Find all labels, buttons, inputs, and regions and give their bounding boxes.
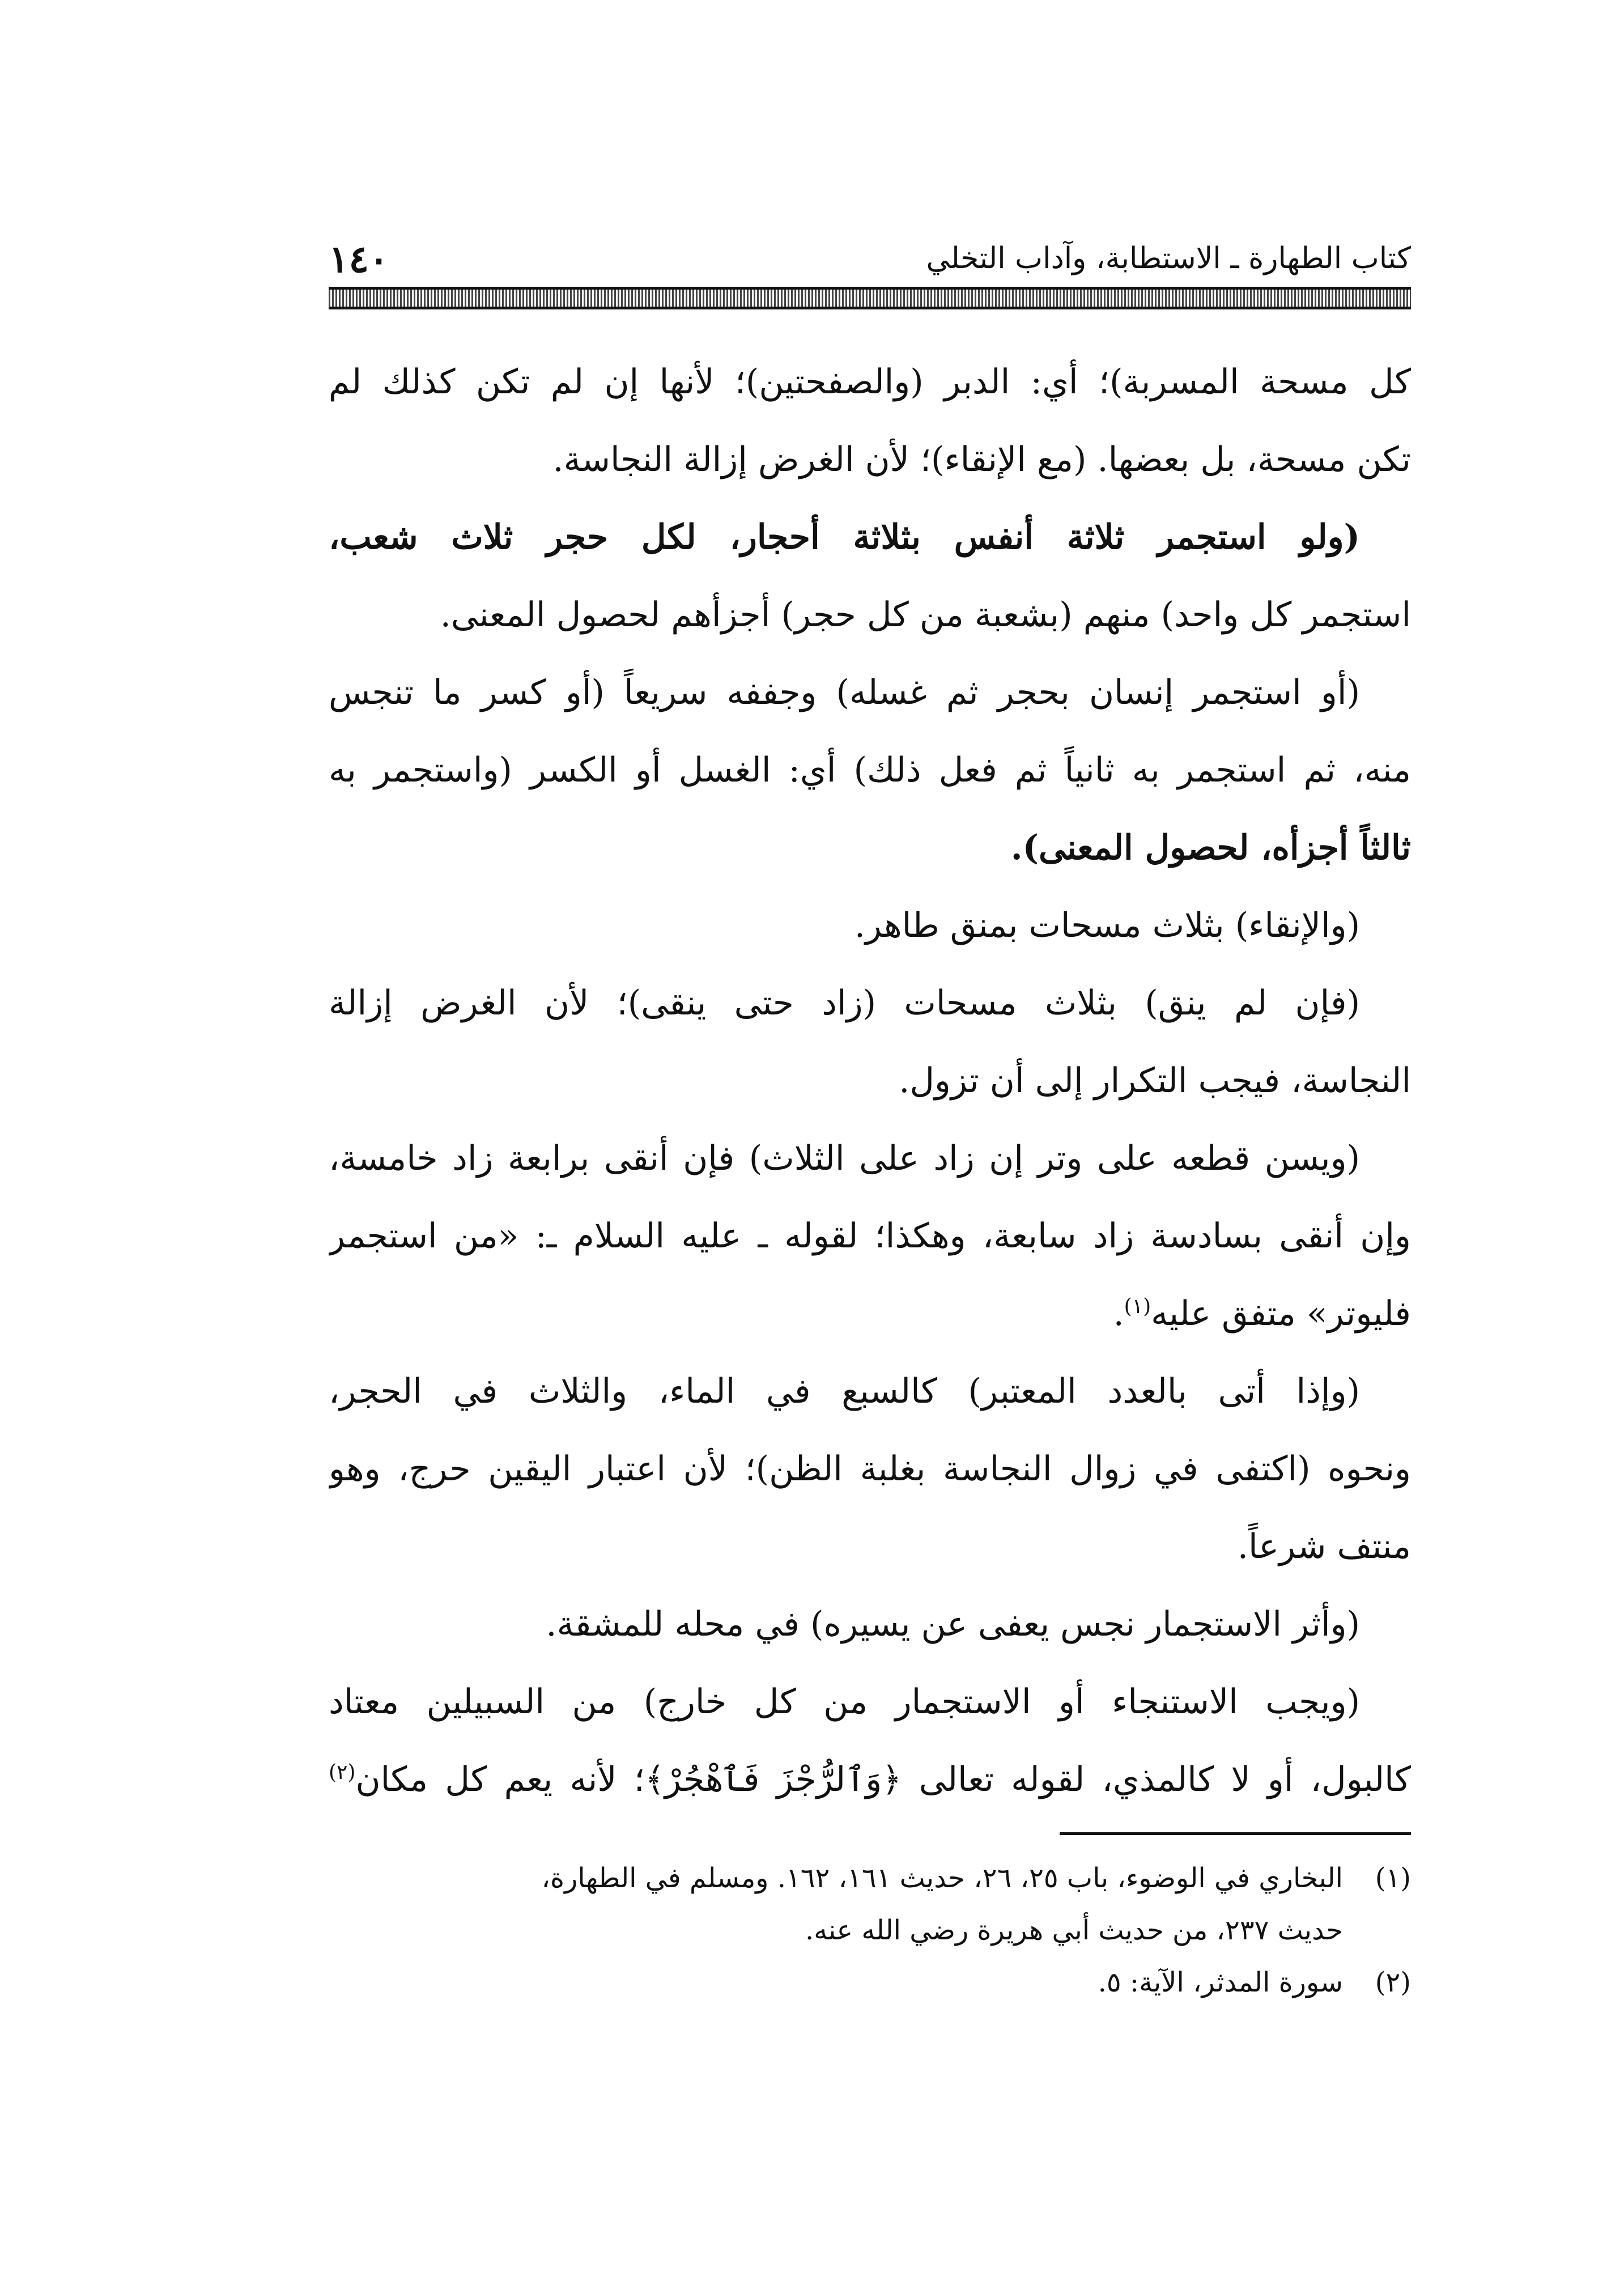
text-line: تكن مسحة، بل بعضها. (مع الإنقاء)؛ لأن الغرض إزالة النجاسة. [552,440,1411,479]
text-line: (ولو استجمر ثلاثة أنفس بثلاثة أحجار، لكل حجر ثلاث شعب، [329,517,1360,557]
text-line: (وإذا أتى بالعدد المعتبر) كالسبع في الماء، والثلاث في الحجر، [329,1371,1360,1411]
text-line: (والإنقاء) بثلاث مسحات بمنق طاهر. [854,906,1360,945]
page-number: ١٤٠ [329,237,389,281]
text-line: استجمر كل واحد) منهم (بشعبة من كل حجر) أجزأهم لحصول المعنى. [440,595,1411,635]
text-line-with-footnote [329,1741,1411,1819]
footnote-divider [1060,1832,1411,1835]
footnotes [329,1852,1411,2009]
text-line: (ويجب الاستنجاء أو الاستجمار من كل خارج) من السبيلين معتاد [329,1682,1360,1722]
footnote-line: سورة المدثر، الآية: ٥. [1098,1967,1343,1998]
text-line: (ويسن قطعه على وتر إن زاد على الثلاث) فإن أنقى برابعة زاد خامسة، [329,1139,1360,1178]
footnote-number: (١) [1375,1862,1411,1894]
text-fragment: فليوتر» متفق عليه [1151,1294,1411,1334]
text-line: كل مسحة المسربة)؛ أي: الدبر (والصفحتين)؛ لأنها إن لم تكن كذلك لم [329,362,1411,402]
footnote-2 [329,1956,1411,2009]
text-line: (وأثر الاستجمار نجس يعفى عن يسيره) في محله للمشقة. [546,1604,1360,1644]
text-line: النجاسة، فيجب التكرار إلى أن تزول. [899,1061,1411,1101]
text-line: ثالثاً أجزأه، لحصول المعنى). [1010,828,1411,868]
text-line: منه، ثم استجمر به ثانياً ثم فعل ذلك) أي: الغسل أو الكسر (واستجمر به [329,750,1411,790]
main-text [329,343,1411,1819]
text-line: منتف شرعاً. [1237,1527,1411,1566]
text-fragment: كالبول، أو لا كالمذي، لقوله تعالى ﴿وَٱلرُّجْزَ فَٱهْجُرْ﴾؛ لأنه يعم كل مكان [355,1760,1411,1799]
footnote-line: حديث ٢٣٧، من حديث أبي هريرة رضي الله عنه. [805,1914,1343,1946]
header-divider [329,287,1411,309]
text-line: ونحوه (اكتفى في زوال النجاسة بغلبة الظن)؛ لأن اعتبار اليقين حرج، وهو [329,1449,1411,1489]
text-line: وإن أنقى بسادسة زاد سابعة، وهكذا؛ لقوله ـ عليه السلام ـ: «من استجمر [329,1216,1411,1256]
footnote-line: البخاري في الوضوء، باب ٢٥، ٢٦، حديث ١٦١، ١٦٢. ومسلم في الطهارة، [541,1862,1343,1894]
running-title: كتاب الطهارة ـ الاستطابة، وآداب التخلي [926,241,1411,275]
text-line: (فإن لم ينق) بثلاث مسحات (زاد حتى ينقى)؛ لأن الغرض إزالة [329,983,1360,1023]
footnote-1 [329,1852,1411,1956]
page-header [329,221,1411,283]
book-page [329,221,1411,2009]
footnote-ref-2[interactable]: (٢) [329,1761,356,1784]
text-line: (أو استجمر إنسان بحجر ثم غسله) وجففه سريعاً (أو كسر ما تنجس [329,673,1360,712]
footnote-ref-1[interactable]: (١) [1124,1295,1151,1318]
text-line-with-footnote: فليوتر» متفق عليه$^{(١)}$. [1113,1294,1411,1334]
footnote-number: (٢) [1375,1967,1411,1998]
